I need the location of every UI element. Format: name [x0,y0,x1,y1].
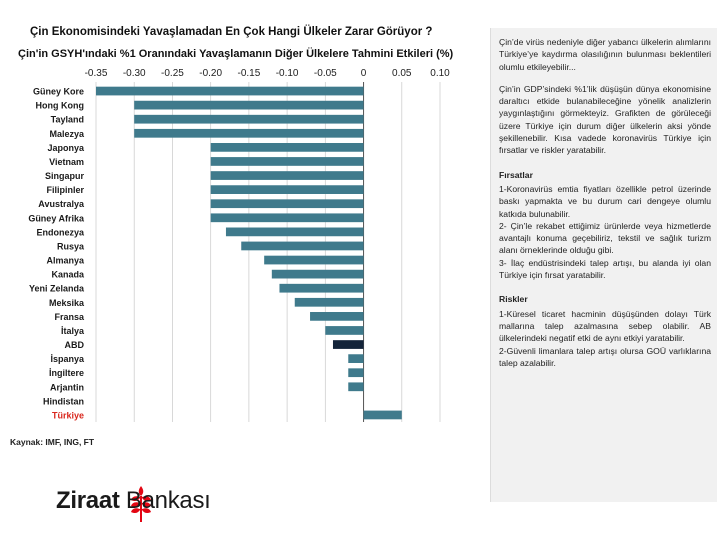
bar [241,242,363,251]
bar [348,368,363,377]
bar [226,228,364,237]
category-label: Kanada [51,269,84,280]
category-label: Malezya [49,128,84,139]
bar [211,213,364,222]
x-tick-label: 0.10 [430,68,450,79]
category-label: Türkiye [51,410,84,421]
x-tick-label: 0 [360,68,367,79]
category-label: Arjantin [49,382,84,393]
bar [310,312,364,321]
category-label: Singapur [44,171,84,182]
opportunity-item: 3- İlaç endüstrisindeki talep artışı, bu alanda iyi olan Türkiye için fırsat yaratabilir. [499,257,711,281]
brand-wordmark [56,487,211,515]
risk-item: 2-Güvenli limanlara talep artışı olursa GOÜ varlıklarına talep azalabilir. [499,345,711,368]
bar [295,298,364,307]
intro-paragraph: Çin’de virüs nedeniyle diğer yabancı ülkelerin alımlarını Türkiye’ye kaydırma olasılığının bulunması beklentileri olumlu etkileyebilir... [499,37,711,72]
category-label: Filipinler [46,185,84,196]
bar [211,185,364,194]
bar [264,256,363,265]
category-label: Hong Kong [35,100,84,111]
opportunity-item: 2- Çin’le rekabet ettiğimiz ürünlerde veya hizmetlerde avantajlı konuma geçebiliriz, tekstil ve sağlık turizm alanı örneklerinde olduğu gibi. [499,220,711,256]
bar [134,101,363,110]
x-tick-label: -0.25 [161,68,184,79]
bar [211,143,364,152]
chart-title: Çin Ekonomisindeki Yavaşlamadan En Çok Hangi Ülkeler Zarar Görüyor ? [30,26,433,38]
chart-source: Kaynak: IMF, ING, FT [10,437,95,447]
bar [211,199,364,208]
commentary-panel [490,28,717,502]
bar [333,340,364,349]
category-label: Japonya [47,142,84,153]
x-tick-label: -0.10 [275,68,299,79]
opportunities-heading: Fırsatlar [499,169,533,180]
bar [96,87,364,96]
chart-subtitle: Çin'in GSYH'ındaki %1 Oranındaki Yavaşlamanın Diğer Ülkelere Tahmini Etkileri (%) [18,48,454,60]
opportunity-item: 1-Koronavirüs emtia fiyatları özellikle petrol üzerinde baskı yapmakta ve bu durum cari dengeye olumlu katkıda bulunabilir. [499,183,711,219]
category-label: ABD [64,340,84,351]
x-tick-label: 0.05 [392,68,412,79]
bar [134,129,363,138]
category-label: Meksika [48,297,84,308]
category-label: İtalya [60,325,84,336]
bar [279,284,363,293]
bar [348,382,363,391]
bar [211,171,364,180]
bar [211,157,364,166]
category-label: Güney Kore [32,86,84,97]
category-label: Yeni Zelanda [28,283,84,294]
category-label: Güney Afrika [28,213,84,224]
brand-name-regular: Bankası [119,487,211,514]
analysis-paragraph: Çin’in GDP’sindeki %1’lik düşüşün dünya ekonomisine daraltıcı etkide bulanabileceğine yönelik analizlerin yaygınlaştığını görmekteyiz. Grafikten de görüleceği üzere Türkiye için durum diğer ülkelerin aksi yönde şekillenebilir. Kısa vadede koronavirüs Türkiye için fırsatlar ve riskler yaratabilir. [499,83,711,156]
category-label: İspanya [50,354,84,365]
category-label: Almanya [46,255,84,266]
x-tick-label: -0.35 [84,68,108,79]
x-tick-label: -0.15 [237,68,261,79]
category-label: Rusya [56,241,84,252]
bar [272,270,364,279]
bar [364,411,402,420]
risks-heading: Riskler [499,294,528,305]
x-tick-label: -0.05 [313,68,337,79]
x-tick-label: -0.20 [199,68,223,79]
category-label: Hindistan [42,396,84,407]
category-label: Vietnam [49,156,84,167]
category-label: Tayland [50,114,84,125]
category-label: Fransa [54,311,84,322]
bar [325,326,363,335]
category-label: Avustralya [38,199,84,210]
bar [134,115,363,124]
bar [348,354,363,363]
category-label: Endonezya [36,227,84,238]
category-label: İngiltere [48,368,84,379]
x-tick-label: -0.30 [122,68,146,79]
risk-item: 1-Küresel ticaret hacminin düşüşünden dolayı Türk mallarına talep azalmasına sebep olabilir. AB ülkelerindeki negatif etki de aynı etkiyi yaratabilir. [499,308,711,344]
brand-name-bold: Ziraat [56,487,120,514]
